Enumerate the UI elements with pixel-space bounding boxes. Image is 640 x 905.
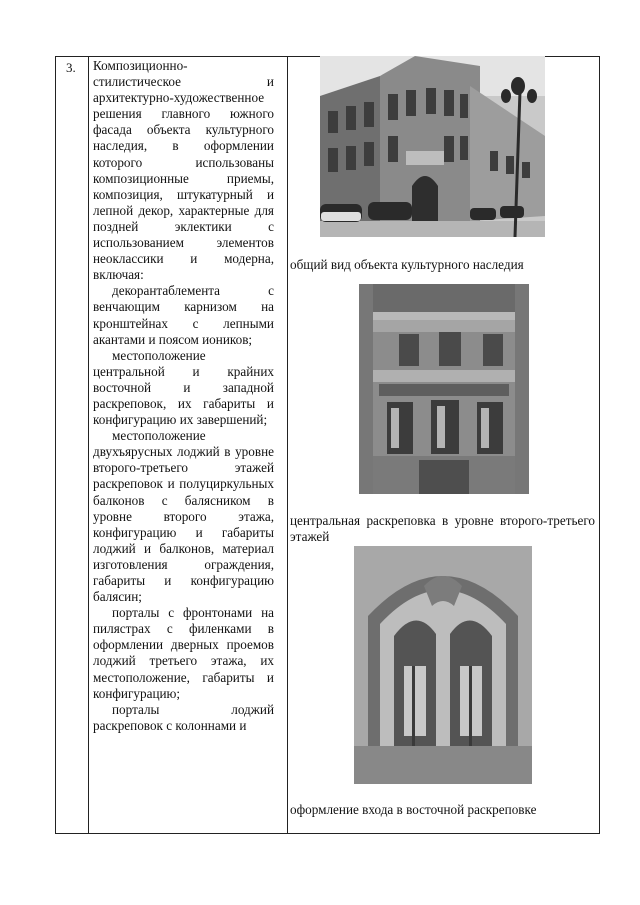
caption-general-view: общий вид объекта культурного наследия bbox=[290, 257, 524, 272]
table-bottom-border bbox=[55, 833, 600, 834]
table-left-border bbox=[55, 56, 56, 834]
caption-central-projection: центральная раскреповка в уровне второго-третьего этажей bbox=[290, 513, 595, 544]
photo-east-entrance bbox=[354, 546, 532, 784]
description-item-loggias: местоположение двухъярусных лоджий в уровне второго-третьего этажей раскреповок и полуциркульных балконов с балясником в уровне второго этажа, конфигурацию и габариты лоджий и балконов, материал изготовления ограждения, габариты и конфигурацию балясин; bbox=[93, 428, 274, 605]
column-divider-1 bbox=[88, 56, 89, 834]
description-item-portals: порталы с фронтонами на пилястрах с филенками в оформлении дверных проемов лоджий третьего этажа, их местоположение, габариты и конфигурацию; bbox=[93, 605, 274, 701]
description-item-projections: местоположение центральной и крайних восточной и западной раскреповок, их габариты и конфигурацию их завершений; bbox=[93, 347, 274, 428]
photo-central-projection bbox=[359, 284, 529, 494]
column-divider-2 bbox=[287, 56, 288, 834]
row-description bbox=[93, 58, 274, 734]
description-item-entablature: декорантаблемента с венчающим карнизом на кронштейнах с лепными акантами и поясом иоников; bbox=[93, 283, 274, 347]
caption-east-entrance: оформление входа в восточной раскреповке bbox=[290, 802, 537, 817]
table-right-border bbox=[599, 56, 600, 834]
row-number: 3. bbox=[66, 60, 76, 75]
description-intro: Композиционно-стилистическое и архитектурно-художественное решения главного южного фасада объекта культурного наследия, в оформлении которого использованы композиционные приемы, композиция, штукатурный и лепной декор, характерные для поздней эклектики с использованием элементов неоклассики и модерна, включая: bbox=[93, 58, 274, 283]
photo-general-view bbox=[320, 56, 545, 237]
heritage-table bbox=[55, 56, 600, 834]
description-item-loggia-portals: порталы лоджий раскреповок с колоннами и bbox=[93, 701, 274, 733]
